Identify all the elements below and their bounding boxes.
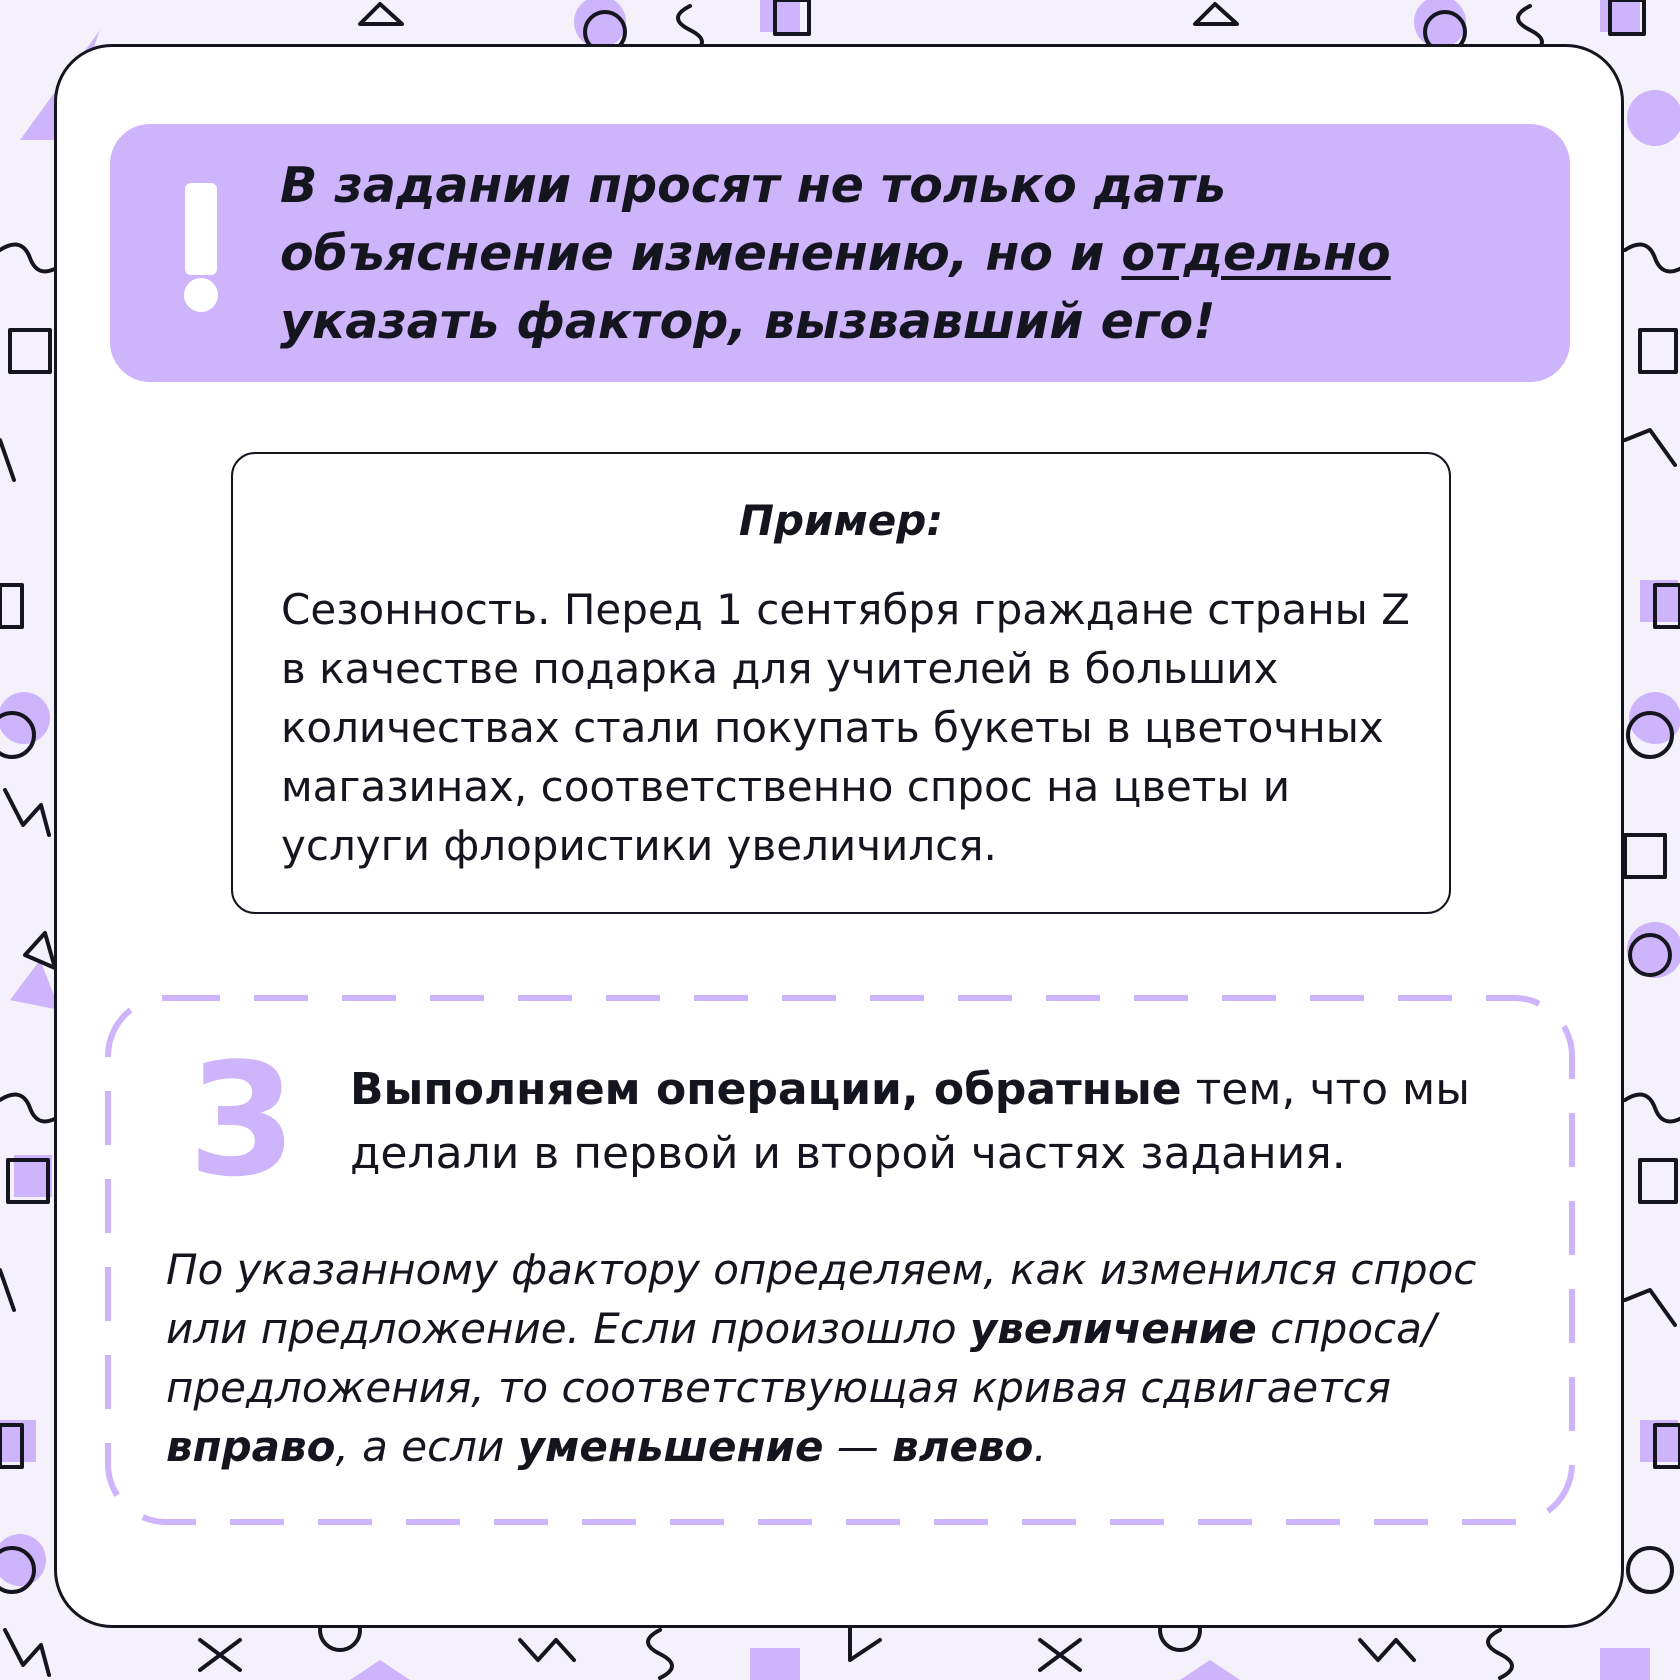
explanation-bold: вправо <box>166 1422 336 1471</box>
explanation-part: спроса/предложения, то соответствующая кривая сдвигается <box>166 1304 1437 1412</box>
explanation-bold: уменьшение <box>517 1422 824 1471</box>
callout-text-part: В задании просят не только дать объяснение изменению, но и <box>280 157 1226 282</box>
explanation-bold: увеличение <box>969 1304 1257 1353</box>
example-text: Сезонность. Перед 1 сентября граждане страны Z в качестве подарка для учителей в больших количествах стали покупать букеты в цветочных магазинах, соответственно спрос на цветы и услуги флористики увеличился. <box>281 585 1410 870</box>
exclamation-icon-dot <box>184 278 218 312</box>
explanation-part: . <box>1033 1422 1047 1471</box>
step-number: 3 <box>188 1029 297 1211</box>
explanation-bold: влево <box>892 1422 1034 1471</box>
step-heading-bold: Выполняем операции, обратные <box>350 1064 1182 1115</box>
explanation-part: — <box>823 1422 893 1471</box>
example-title: Пример: <box>738 496 944 545</box>
step-heading <box>350 1058 1550 1186</box>
callout-emphasis: отдельно <box>1121 225 1391 282</box>
callout-text <box>280 152 1550 356</box>
explanation-part: , а если <box>335 1422 518 1471</box>
callout-text-part: указать фактор, вызвавший его! <box>280 293 1216 350</box>
exclamation-icon <box>185 183 217 275</box>
explanation-text <box>166 1240 1566 1476</box>
explanation-part: По указанному фактору определяем, как изменился спрос или предложение. Если произошло <box>166 1245 1477 1353</box>
step-heading-rest: тем, что мы делали в первой и второй частях задания. <box>350 1064 1470 1179</box>
